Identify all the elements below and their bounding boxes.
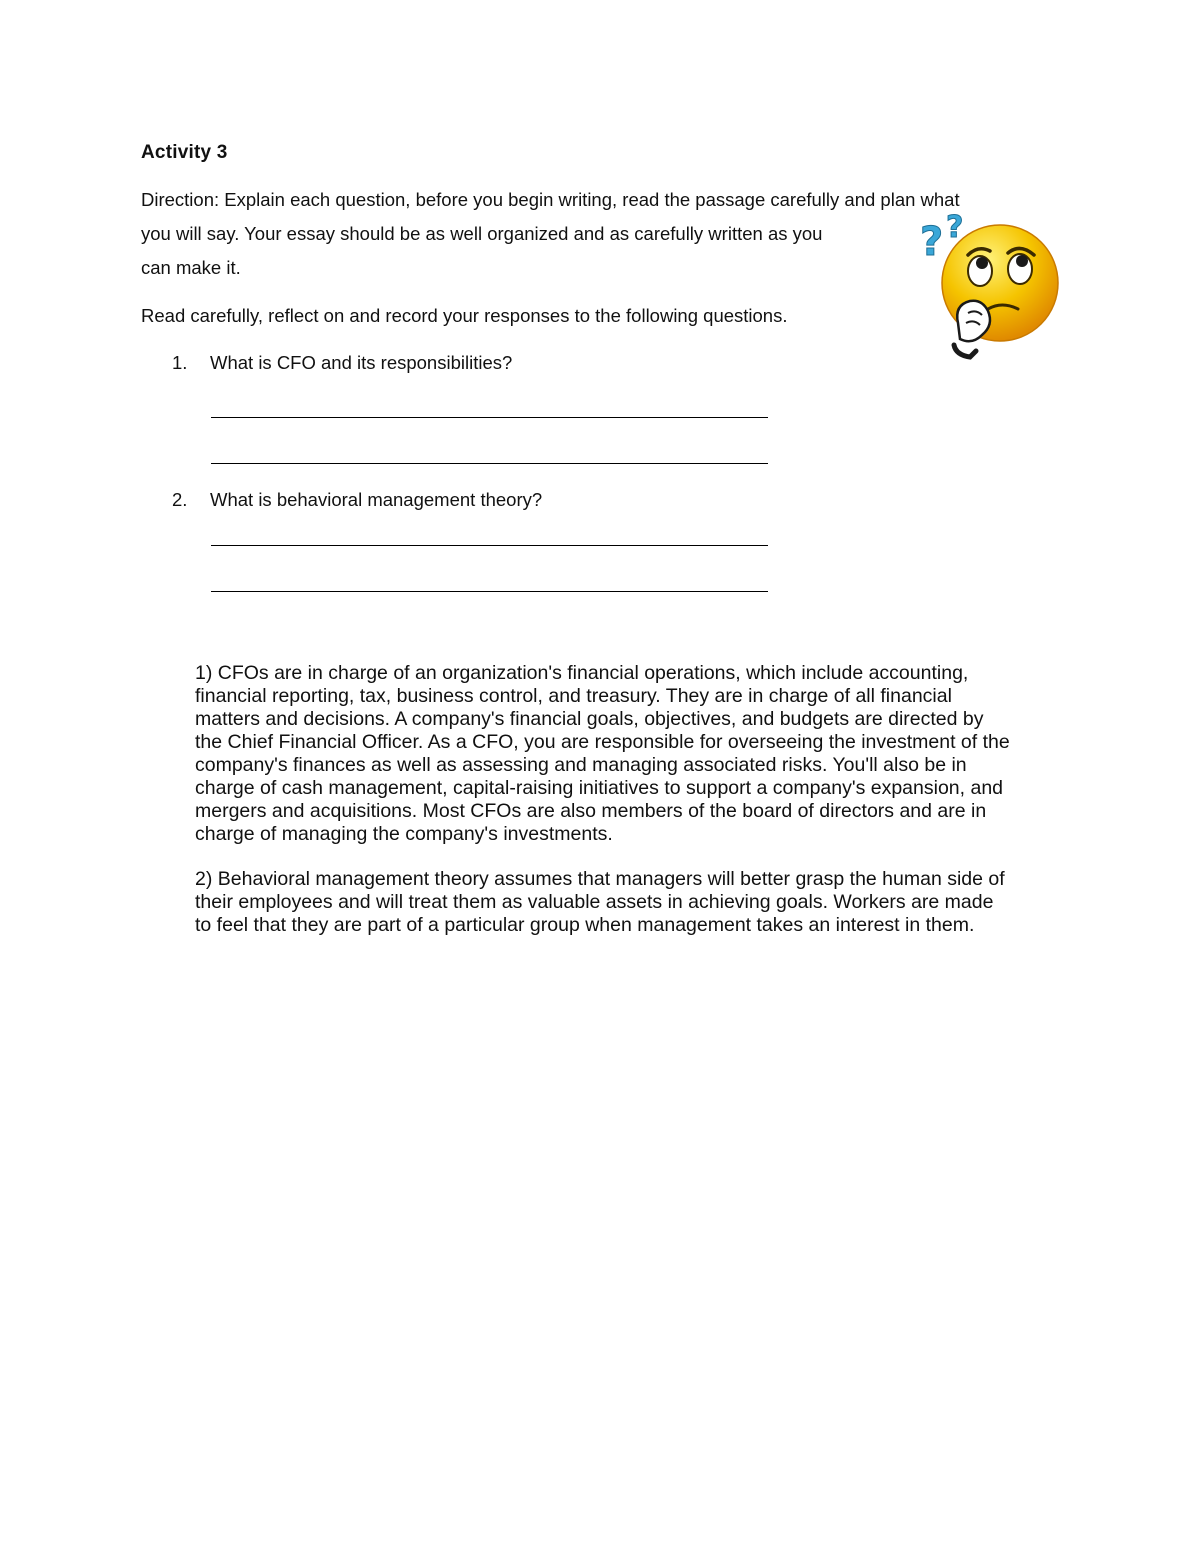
answer-line: matters and decisions. A company's financial goals, objectives, and budgets are directed by	[195, 708, 984, 730]
question-item	[172, 489, 542, 511]
direction-paragraph	[141, 183, 1021, 285]
direction-line: can make it.	[141, 257, 241, 278]
direction-line: you will say. Your essay should be as well organized and as carefully written as you	[141, 223, 823, 244]
answer-blank-line	[211, 417, 768, 418]
answers-block	[195, 662, 1075, 937]
answer-line: mergers and acquisitions. Most CFOs are also members of the board of directors and are in	[195, 800, 987, 822]
answer-line: their employees and will treat them as valuable assets in achieving goals. Workers are made	[195, 891, 994, 913]
answer-1-paragraph	[195, 662, 1075, 846]
answer-line: the Chief Financial Officer. As a CFO, you are responsible for overseeing the investment of the	[195, 731, 1010, 753]
question-text: What is behavioral management theory?	[210, 489, 543, 510]
question-number: 1.	[172, 352, 188, 373]
answer-line: 2) Behavioral management theory assumes that managers will better grasp the human side of	[195, 868, 1005, 890]
answer-line: financial reporting, tax, business control, and treasury. They are in charge of all financial	[195, 685, 952, 707]
question-text: What is CFO and its responsibilities?	[210, 352, 513, 373]
question-mark-icon: ?	[946, 210, 964, 245]
answer-blank-line	[211, 463, 768, 464]
activity-title: Activity 3	[141, 142, 228, 163]
instruction-text: Read carefully, reflect on and record your responses to the following questions.	[141, 305, 788, 326]
answer-2-paragraph	[195, 868, 1075, 937]
question-item	[172, 352, 512, 374]
answer-line: charge of managing the company's investments.	[195, 823, 613, 845]
answer-blank-line	[211, 545, 768, 546]
question-mark-icon: ?	[920, 219, 944, 265]
answer-line: company's finances as well as assessing and managing associated risks. You'll also be in	[195, 754, 967, 776]
thinking-face-emoji-icon	[910, 205, 1070, 365]
answer-line: to feel that they are part of a particular group when management takes an interest in them.	[195, 914, 975, 936]
answer-line: charge of cash management, capital-raising initiatives to support a company's expansion, and	[195, 777, 1004, 799]
answer-line: 1) CFOs are in charge of an organization's financial operations, which include accounting,	[195, 662, 969, 684]
answer-blank-line	[211, 591, 768, 592]
direction-line: Direction: Explain each question, before you begin writing, read the passage carefully and plan what	[141, 189, 960, 210]
question-number: 2.	[172, 489, 188, 510]
